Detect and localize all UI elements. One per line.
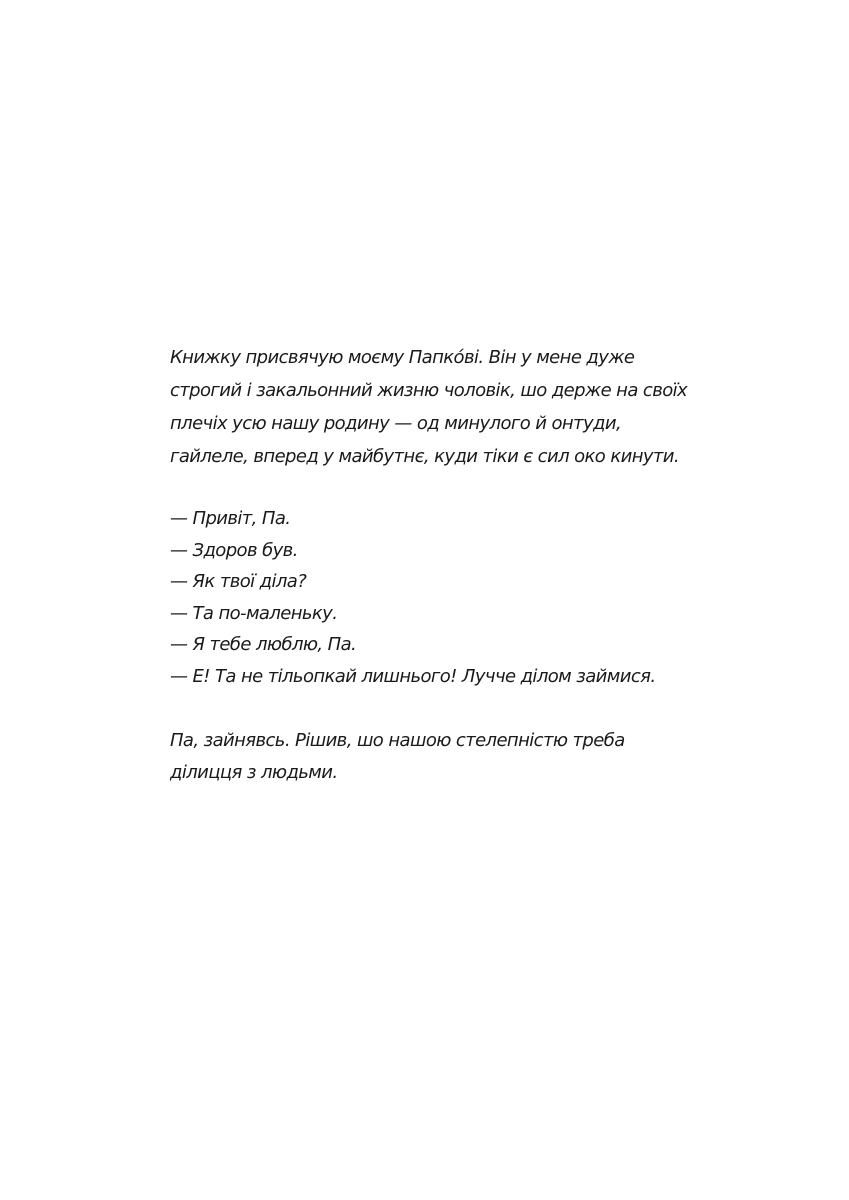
dedication-line: плечіх усю нашу родину — од минулого й онтуди, [170,413,622,434]
dedication-line: строгий і закальонний жизню чоловік, шо держе на своїх [170,380,688,401]
dialogue-line: — Е! Та не тільопкай лишнього! Лучче ділом займися. [170,665,656,687]
dialogue-line: — Я тебе люблю, Па. [170,634,357,655]
closing-line: ділицця з людьми. [170,762,338,783]
dialogue-line: — Та по-маленьку. [170,602,338,624]
closing-paragraph [170,725,690,789]
dedication-paragraph [170,342,690,474]
dialogue-line: — Як твої діла? [170,571,307,592]
dedication-line: Книжку присвячую моєму Папкóві. Він у мене дуже [170,347,635,368]
dedication-line: гайлеле, вперед у майбутнє, куди тіки є сил око кинути. [170,446,680,467]
dialogue-block [170,503,690,692]
closing-line: Па, зайнявсь. Рішив, шо нашою стелепністю треба [170,730,625,751]
dialogue-line: — Привіт, Па. [170,508,291,529]
dialogue-line: — Здоров був. [170,539,298,561]
